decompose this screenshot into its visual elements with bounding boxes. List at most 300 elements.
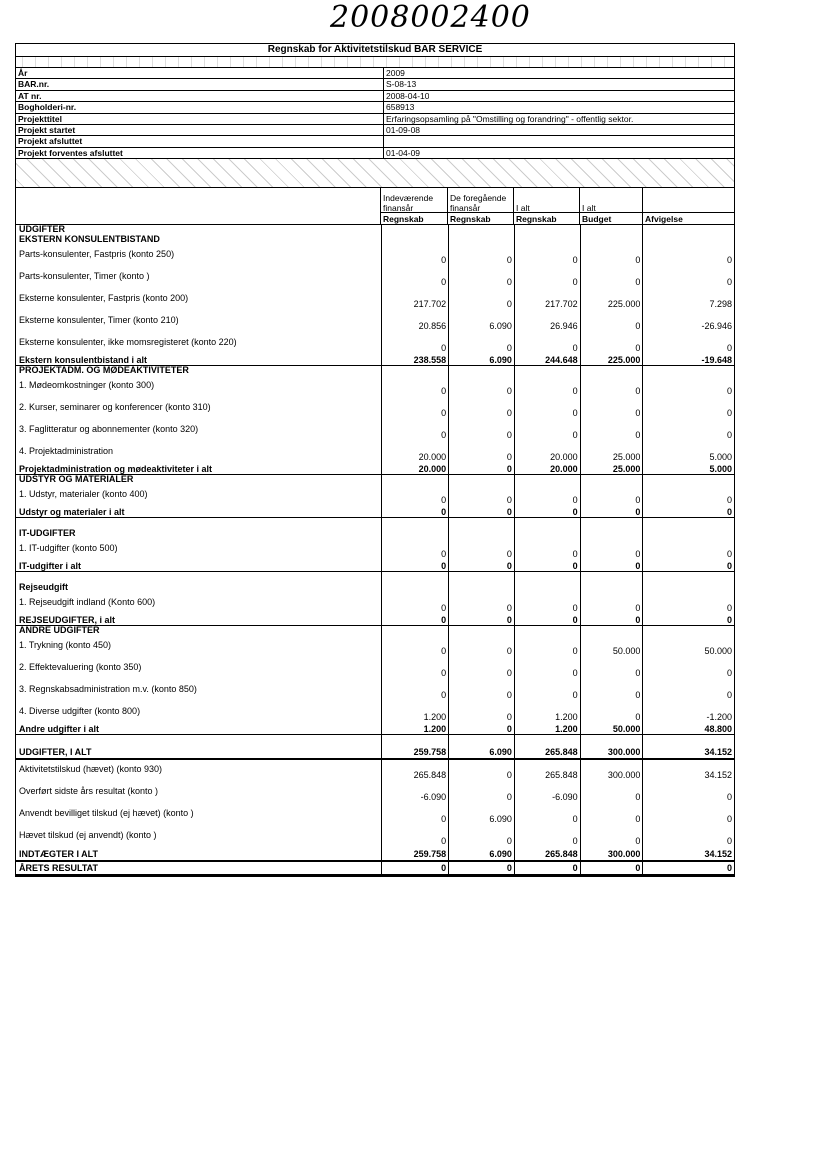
cell-value: -1.200	[642, 702, 734, 724]
cell-value: 48.800	[642, 724, 734, 734]
cell-value	[580, 475, 643, 485]
cell-value	[514, 626, 580, 636]
cell-value: 217.702	[514, 289, 580, 311]
cell-value: 0	[642, 420, 734, 442]
cell-value: 6.090	[448, 848, 514, 860]
info-label: År	[16, 68, 384, 78]
cell-value: 0	[642, 615, 734, 625]
cell-value: 0	[448, 724, 514, 734]
cell-value: 0	[514, 398, 580, 420]
cell-value: 0	[381, 398, 448, 420]
info-value: 658913	[386, 102, 415, 113]
cell-value: 0	[448, 333, 514, 355]
cell-value: 0	[580, 702, 643, 724]
sec-row	[16, 235, 734, 245]
cell-value	[381, 518, 448, 529]
cell-value: 0	[381, 485, 448, 507]
cell-value: 0	[514, 804, 580, 826]
cell-value: 20.000	[381, 442, 448, 464]
blank-row	[16, 518, 734, 529]
sec-row	[16, 529, 734, 539]
row-label: ANDRE UDGIFTER	[19, 625, 100, 636]
info-row	[16, 125, 734, 136]
cell-value: 0	[381, 593, 448, 615]
table-row	[16, 442, 734, 464]
cell-value: 0	[514, 636, 580, 658]
row-label: IT-UDGIFTER	[19, 528, 76, 539]
header-total-accounts-title: I alt	[516, 203, 530, 214]
accounts-sheet	[15, 43, 735, 877]
cell-value: 0	[448, 245, 514, 267]
cell-value: 0	[448, 826, 514, 848]
cell-value: 0	[580, 420, 643, 442]
cell-value: 0	[448, 680, 514, 702]
row-label: REJSEUDGIFTER, i alt	[19, 615, 116, 626]
sec-row	[16, 475, 734, 485]
cell-value: 300.000	[580, 760, 643, 782]
table-row	[16, 782, 734, 804]
cell-value	[642, 529, 734, 539]
header-total-accounts-sub: Regnskab	[516, 214, 557, 225]
cell-value: 0	[448, 507, 514, 517]
info-row	[16, 148, 734, 159]
header-deviation-sub: Afvigelse	[645, 214, 683, 225]
row-label: Projektadministration og mødeaktiviteter i alt	[19, 464, 213, 475]
cell-value	[514, 475, 580, 485]
table-row	[16, 760, 734, 782]
cell-value: -26.946	[642, 311, 734, 333]
info-row	[16, 102, 734, 113]
cell-value: 244.648	[514, 355, 580, 365]
info-value: 2008-04-10	[386, 90, 430, 101]
cell-value: 0	[381, 376, 448, 398]
cell-value: 6.090	[448, 355, 514, 365]
cell-value: 265.848	[514, 746, 580, 758]
cell-value	[514, 572, 580, 583]
cell-value	[514, 518, 580, 529]
row-label: EKSTERN KONSULENTBISTAND	[19, 234, 160, 245]
cell-value	[514, 735, 580, 746]
tot-row	[16, 507, 734, 518]
cell-value: 0	[448, 862, 514, 874]
cell-value: 0	[642, 245, 734, 267]
cell-value: 0	[642, 862, 734, 874]
scan-noise-band	[16, 57, 734, 68]
grand-row	[16, 746, 734, 760]
cell-value: 0	[642, 539, 734, 561]
cell-value: 0	[448, 420, 514, 442]
cell-value: 0	[514, 826, 580, 848]
cell-value: 265.848	[514, 760, 580, 782]
cell-value: 0	[580, 376, 643, 398]
scan-noise-band-2	[16, 159, 734, 188]
cell-value: 0	[381, 561, 448, 571]
cell-value: 0	[580, 507, 643, 517]
row-label: Parts-konsulenter, Fastpris (konto 250)	[19, 249, 175, 260]
cell-value: 0	[642, 267, 734, 289]
cell-value	[580, 529, 643, 539]
header-deviation	[642, 188, 734, 224]
row-label: Eksterne konsulenter, Fastpris (konto 200)	[19, 293, 189, 304]
cell-value: 0	[448, 376, 514, 398]
row-label: PROJEKTADM. OG MØDEAKTIVITETER	[19, 365, 189, 376]
cell-value: 0	[642, 485, 734, 507]
cell-value: 1.200	[514, 724, 580, 734]
cell-value: 300.000	[580, 746, 643, 758]
cell-value: 6.090	[448, 804, 514, 826]
cell-value: 0	[580, 539, 643, 561]
row-label: 2. Kurser, seminarer og konferencer (konto 310)	[19, 402, 211, 413]
cell-value	[448, 735, 514, 746]
header-current-year-sub: Regnskab	[383, 214, 424, 225]
cell-value: -6.090	[381, 782, 448, 804]
grand-row	[16, 862, 734, 876]
cell-value	[642, 583, 734, 593]
info-row	[16, 136, 734, 147]
info-label: BAR.nr.	[16, 79, 384, 89]
info-value: S-08-13	[386, 79, 417, 90]
cell-value: 0	[448, 593, 514, 615]
table-row	[16, 593, 734, 615]
table-row	[16, 658, 734, 680]
cell-value: 0	[580, 398, 643, 420]
row-label	[16, 735, 381, 746]
row-label: ÅRETS RESULTAT	[19, 863, 98, 874]
cell-value	[580, 626, 643, 636]
table-row	[16, 420, 734, 442]
table-row	[16, 485, 734, 507]
cell-value: 0	[448, 539, 514, 561]
row-label: 4. Projektadministration	[19, 446, 114, 457]
cell-value	[514, 225, 580, 235]
cell-value	[642, 475, 734, 485]
row-label: Hævet tilskud (ej anvendt) (konto )	[19, 830, 157, 841]
cell-value: 0	[448, 702, 514, 724]
cell-value: 0	[448, 398, 514, 420]
cell-value	[381, 583, 448, 593]
cell-value: 0	[514, 561, 580, 571]
cell-value: 0	[381, 615, 448, 625]
grand-row	[16, 848, 734, 862]
cell-value: 0	[381, 245, 448, 267]
cell-value: 0	[514, 420, 580, 442]
cell-value: 0	[580, 615, 643, 625]
cell-value: 34.152	[642, 848, 734, 860]
project-info	[16, 68, 734, 159]
cell-value: 5.000	[642, 442, 734, 464]
cell-value: 0	[514, 507, 580, 517]
cell-value: 1.200	[381, 724, 448, 734]
cell-value: 265.848	[381, 760, 448, 782]
cell-value: -6.090	[514, 782, 580, 804]
row-label: Eksterne konsulenter, Timer (konto 210)	[19, 315, 179, 326]
cell-value: 0	[514, 376, 580, 398]
cell-value	[448, 366, 514, 376]
cell-value: 0	[381, 804, 448, 826]
sec-row	[16, 366, 734, 376]
cell-value	[580, 583, 643, 593]
cell-value: 0	[381, 507, 448, 517]
cell-value	[381, 366, 448, 376]
cell-value: 20.000	[381, 464, 448, 474]
column-header-row	[16, 188, 734, 225]
cell-value	[580, 735, 643, 746]
cell-value: 225.000	[580, 355, 643, 365]
cell-value: 0	[514, 267, 580, 289]
cell-value	[514, 583, 580, 593]
cell-value: 217.702	[381, 289, 448, 311]
row-label: Overført sidste års resultat (konto )	[19, 786, 159, 797]
row-label: Eksterne konsulenter, ikke momsregisteret (konto 220)	[19, 337, 237, 348]
cell-value	[381, 235, 448, 245]
cell-value: 0	[448, 561, 514, 571]
handwritten-number: 2008002400	[330, 0, 531, 35]
header-previous-years	[447, 188, 513, 224]
cell-value: 0	[642, 680, 734, 702]
table-row	[16, 804, 734, 826]
cell-value: 0	[514, 615, 580, 625]
info-value: 01-04-09	[386, 147, 421, 158]
info-label: Projekt afsluttet	[16, 136, 384, 146]
cell-value: 0	[514, 245, 580, 267]
cell-value: 1.200	[381, 702, 448, 724]
cell-value: 20.000	[514, 442, 580, 464]
table-row	[16, 826, 734, 848]
cell-value: 0	[381, 658, 448, 680]
row-label: Parts-konsulenter, Timer (konto )	[19, 271, 150, 282]
row-label: UDGIFTER, I ALT	[19, 747, 92, 758]
cell-value: 0	[448, 485, 514, 507]
cell-value	[448, 572, 514, 583]
info-value: 2009	[386, 68, 405, 78]
cell-value: 0	[381, 333, 448, 355]
cell-value: 0	[642, 593, 734, 615]
cell-value	[580, 572, 643, 583]
row-label: 1. Udstyr, materialer (konto 400)	[19, 489, 148, 500]
row-label: 1. Mødeomkostninger (konto 300)	[19, 380, 155, 391]
info-value	[384, 136, 386, 146]
cell-value: 0	[514, 862, 580, 874]
cell-value: 0	[580, 311, 643, 333]
info-value: Erfaringsopsamling på "Omstilling og forandring" - offentlig sektor.	[386, 113, 634, 124]
cell-value: 0	[448, 658, 514, 680]
cell-value: 265.848	[514, 848, 580, 860]
cell-value: 0	[448, 760, 514, 782]
blank-row	[16, 735, 734, 746]
cell-value: 50.000	[642, 636, 734, 658]
cell-value: 0	[448, 636, 514, 658]
cell-value: 238.558	[381, 355, 448, 365]
cell-value: 0	[514, 485, 580, 507]
header-total-budget-title: I alt	[582, 203, 596, 214]
cell-value: 0	[580, 862, 643, 874]
row-label: Aktivitetstilskud (hævet) (konto 930)	[19, 764, 163, 775]
cell-value: 0	[580, 561, 643, 571]
header-current-year-title: Indeværende finansår	[383, 193, 434, 214]
info-label: AT nr.	[16, 91, 384, 101]
cell-value: 225.000	[580, 289, 643, 311]
cell-value	[381, 475, 448, 485]
table-row	[16, 245, 734, 267]
row-label: IT-udgifter i alt	[19, 561, 81, 572]
info-row	[16, 68, 734, 79]
cell-value	[642, 572, 734, 583]
cell-value: 0	[448, 267, 514, 289]
cell-value	[381, 225, 448, 235]
cell-value	[381, 735, 448, 746]
sec-row	[16, 583, 734, 593]
accounts-table	[16, 225, 734, 876]
cell-value	[580, 235, 643, 245]
table-row	[16, 398, 734, 420]
header-total-budget	[579, 188, 642, 224]
cell-value: 0	[381, 826, 448, 848]
cell-value: 0	[514, 680, 580, 702]
cell-value	[642, 518, 734, 529]
cell-value	[448, 529, 514, 539]
cell-value: 0	[580, 267, 643, 289]
info-label: Projekt forventes afsluttet	[16, 148, 384, 158]
table-row	[16, 333, 734, 355]
row-label: 1. Trykning (konto 450)	[19, 640, 112, 651]
cell-value: 25.000	[580, 464, 643, 474]
cell-value: 0	[642, 826, 734, 848]
header-label-cell	[16, 188, 380, 224]
cell-value	[514, 235, 580, 245]
cell-value: 0	[580, 680, 643, 702]
row-label: 3. Regnskabsadministration m.v. (konto 850)	[19, 684, 197, 695]
cell-value: 0	[448, 442, 514, 464]
cell-value: 0	[580, 485, 643, 507]
row-label: 2. Effektevaluering (konto 350)	[19, 662, 142, 673]
cell-value: 34.152	[642, 760, 734, 782]
cell-value	[642, 225, 734, 235]
info-row	[16, 91, 734, 102]
info-row	[16, 114, 734, 125]
cell-value: 0	[448, 289, 514, 311]
cell-value: 0	[642, 398, 734, 420]
header-total-budget-sub: Budget	[582, 214, 612, 225]
cell-value: 0	[642, 804, 734, 826]
cell-value: 5.000	[642, 464, 734, 474]
cell-value: 0	[642, 782, 734, 804]
cell-value: 0	[580, 826, 643, 848]
cell-value: 0	[642, 333, 734, 355]
row-label	[16, 572, 381, 583]
cell-value: 50.000	[580, 636, 643, 658]
cell-value: 0	[580, 782, 643, 804]
table-row	[16, 311, 734, 333]
cell-value: 0	[580, 245, 643, 267]
cell-value: 0	[580, 593, 643, 615]
row-label: 4. Diverse udgifter (konto 800)	[19, 706, 141, 717]
cell-value: 25.000	[580, 442, 643, 464]
row-label: UDSTYR OG MATERIALER	[19, 474, 134, 485]
cell-value: 7.298	[642, 289, 734, 311]
cell-value: 0	[580, 333, 643, 355]
cell-value	[448, 626, 514, 636]
info-value: 01-09-08	[386, 124, 421, 135]
sheet-title: Regnskab for Aktivitetstilskud BAR SERVICE	[16, 44, 734, 57]
cell-value: 26.946	[514, 311, 580, 333]
tot-row	[16, 615, 734, 626]
cell-value: 0	[381, 680, 448, 702]
header-previous-years-sub: Regnskab	[450, 214, 491, 225]
header-previous-years-title: De foregående finansår	[450, 193, 507, 214]
row-label: Ekstern konsulentbistand i alt	[19, 355, 148, 366]
cell-value	[448, 518, 514, 529]
cell-value: 0	[381, 267, 448, 289]
row-label: Andre udgifter i alt	[19, 724, 100, 735]
cell-value	[448, 225, 514, 235]
cell-value	[448, 475, 514, 485]
cell-value: 0	[448, 782, 514, 804]
cell-value	[642, 235, 734, 245]
cell-value: 1.200	[514, 702, 580, 724]
cell-value: 300.000	[580, 848, 643, 860]
table-row	[16, 267, 734, 289]
cell-value: 0	[514, 658, 580, 680]
row-label: INDTÆGTER I ALT	[19, 849, 98, 860]
cell-value: 0	[580, 658, 643, 680]
header-total-accounts	[513, 188, 579, 224]
row-label: 1. IT-udgifter (konto 500)	[19, 543, 118, 554]
table-row	[16, 702, 734, 724]
cell-value: 0	[642, 561, 734, 571]
tot-row	[16, 724, 734, 735]
info-label: Projekttitel	[16, 114, 384, 124]
cell-value: 34.152	[642, 746, 734, 758]
cell-value: 0	[381, 539, 448, 561]
cell-value	[381, 626, 448, 636]
table-row	[16, 539, 734, 561]
row-label: Udstyr og materialer i alt	[19, 507, 125, 518]
cell-value	[448, 235, 514, 245]
info-row	[16, 79, 734, 90]
cell-value: 0	[448, 464, 514, 474]
cell-value: 0	[514, 333, 580, 355]
row-label: Rejseudgift	[19, 582, 69, 593]
table-row	[16, 289, 734, 311]
cell-value: 0	[642, 507, 734, 517]
cell-value	[642, 735, 734, 746]
table-row	[16, 636, 734, 658]
cell-value: 259.758	[381, 848, 448, 860]
cell-value	[580, 366, 643, 376]
cell-value: 20.856	[381, 311, 448, 333]
cell-value	[642, 366, 734, 376]
cell-value: 0	[642, 376, 734, 398]
cell-value: 0	[448, 615, 514, 625]
table-row	[16, 376, 734, 398]
header-current-year	[380, 188, 447, 224]
row-label: 3. Faglitteratur og abonnementer (konto 320)	[19, 424, 199, 435]
cell-value: 20.000	[514, 464, 580, 474]
table-row	[16, 680, 734, 702]
cell-value: 0	[381, 636, 448, 658]
tot-row	[16, 561, 734, 572]
cell-value	[642, 626, 734, 636]
cell-value	[381, 572, 448, 583]
blank-row	[16, 572, 734, 583]
cell-value: 50.000	[580, 724, 643, 734]
cell-value	[448, 583, 514, 593]
cell-value: 0	[381, 862, 448, 874]
sec-row	[16, 626, 734, 636]
row-label: 1. Rejseudgift indland (Konto 600)	[19, 597, 156, 608]
row-label: UDGIFTER	[19, 224, 65, 235]
info-label: Bogholderi-nr.	[16, 102, 384, 112]
